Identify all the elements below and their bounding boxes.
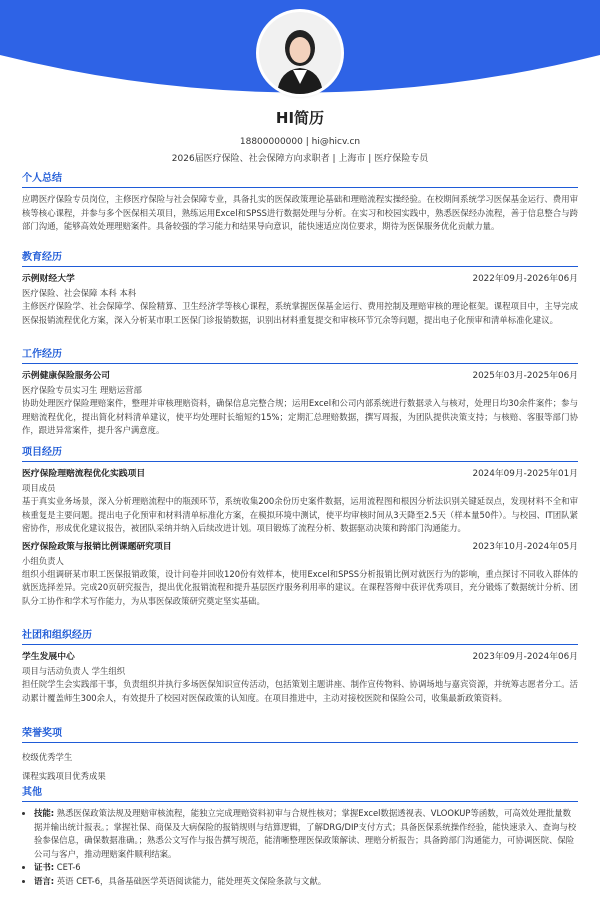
skills-item	[34, 807, 578, 861]
section-heading: 其他	[22, 786, 578, 802]
entry-description: 基于真实业务场景，深入分析理赔流程中的瓶颈环节，系统收集200余份历史案件数据，运用流程图和根因分析法识别关键延误点，发现材料不全和审核重复是主要问题。提出电子化预审和材料清单标准化方案，在模拟环境中测试，使平均审核时间从3天降至2.5天（样本量50件）。与校园、IT团队紧密协作，形成优化建议报告，被团队采纳并纳入后续改进计划。项目锻炼了流程分析、数据驱动决策和跨部门沟通能力。	[22, 496, 578, 534]
entry-description: 组织小组调研某市职工医保报销政策，设计问卷并回收120份有效样本，使用Excel和SPSS分析报销比例对就医行为的影响，重点探讨不同收入群体的就医选择差异。完成20页研究报告，提出优化报销流程和提升基层医疗服务利用率的建议。在课程答辩中获评优秀项目，充分锻炼了数据统计分析、团队分工协作和学术写作能力，为从事医保政策研究奠定坚实基础。	[22, 568, 578, 606]
section-heading: 教育经历	[22, 251, 578, 267]
entry-subtitle: 小组负责人	[22, 555, 64, 566]
summary-text: 应聘医疗保险专员岗位，主修医疗保险与社会保障专业，具备扎实的医保政策理论基础和理赔流程实操经验。在校期间系统学习医保基金运行、费用审核等核心课程，并参与多个医保相关项目，熟练运用Excel和SPSS进行数据处理与分析。在实习和校园实践中，熟悉医保经办流程，善于信息整合与跨部门沟通，能够高效处理理赔案件。具备较强的学习能力和结果导向意识，能快速适应岗位要求，期待为医保服务优化贡献力量。	[22, 194, 578, 232]
entry-date: 2022年09月-2026年06月	[472, 274, 578, 284]
entry-date: 2024年09月-2025年01月	[472, 469, 578, 479]
education-item	[22, 272, 578, 327]
entry-date: 2023年10月-2024年05月	[472, 541, 578, 552]
entry-subtitle: 医疗保险、社会保障 本科 本科	[22, 288, 137, 298]
item-label: 技能:	[34, 808, 55, 818]
entry-subtitle: 项目成员	[22, 483, 56, 493]
section-heading: 工作经历	[22, 348, 578, 364]
project-item	[22, 540, 578, 609]
section-awards	[22, 727, 578, 786]
entry-title: 学生发展中心	[22, 652, 75, 662]
section-education	[22, 251, 578, 331]
contact-info: 18800000000 | hi@hicv.cn	[239, 137, 361, 147]
section-summary	[22, 172, 578, 234]
campus-item	[22, 650, 578, 705]
section-campus	[22, 629, 578, 709]
entry-description: 主修医疗保险学、社会保障学、保险精算、卫生经济学等核心课程，系统掌握医保基金运行、费用控制及理赔审核的理论框架。课程项目中，主导完成医保报销流程优化方案，深入分析某市职工医保门诊报销数据，识别出材料重复提交和审核环节冗余等问题，提出电子化预审和清单标准化建议。	[22, 301, 578, 325]
section-other	[22, 786, 578, 889]
entry-date: 2025年03月-2025年06月	[472, 371, 578, 381]
project-item	[22, 467, 578, 536]
work-item	[22, 369, 578, 438]
section-heading: 荣誉奖项	[22, 727, 578, 743]
entry-title: 医疗保险理赔流程优化实践项目	[22, 469, 146, 479]
section-projects	[22, 446, 578, 613]
job-intention: 2026届医疗保险、社会保障方向求职者 | 上海市 | 医疗保险专员	[171, 154, 429, 164]
award-item: 校级优秀学生	[22, 752, 73, 762]
section-heading: 个人总结	[22, 172, 578, 188]
entry-date: 2023年09月-2024年06月	[472, 652, 578, 662]
item-label: 语言:	[34, 875, 55, 886]
award-item: 课程实践项目优秀成果	[22, 771, 106, 781]
entry-title: 医疗保险政策与报销比例课题研究项目	[22, 541, 172, 552]
entry-subtitle: 医疗保险专员实习生 理赔运营部	[22, 385, 142, 395]
section-heading: 社团和组织经历	[22, 629, 578, 645]
item-label: 证书:	[34, 862, 55, 873]
section-heading: 项目经历	[22, 446, 578, 462]
resume-title: HI简历	[275, 109, 325, 127]
item-text: CET-6	[56, 862, 81, 873]
entry-title: 示例财经大学	[22, 274, 75, 284]
avatar	[259, 12, 341, 94]
entry-description: 协助处理医疗保险理赔案件，整理并审核理赔资料，确保信息完整合规；运用Excel和公司内部系统进行数据录入与核对，处理日均30余件案件；参与理赔流程优化，提出简化材料清单建议，使平均处理时长缩短约15%；定期汇总理赔数据，撰写周报，为团队提供决策支持；与核赔、客服等部门协作，跟进异常案件，提升客户满意度。	[22, 398, 578, 436]
section-work	[22, 348, 578, 442]
entry-subtitle: 项目与活动负责人 学生组织	[22, 666, 126, 676]
entry-description: 担任院学生会实践部干事，负责组织并执行多场医保知识宣传活动，包括策划主题讲座、制作宣传物料、协调场地与嘉宾资源，并统筹志愿者分工。活动累计覆盖师生300余人，有效提升了校园对医保政策的认知度。在项目推进中，主动对接校医院和保险公司，收集最新政策资料。	[22, 679, 578, 703]
item-text: 熟悉医保政策法规及理赔审核流程，能独立完成理赔资料初审与合规性核对；掌握Excel数据透视表、VLOOKUP等函数，可高效处理批量数据并输出统计报表。；掌握社保、商保及大病保险的报销规则与结算逻辑，了解DRG/DIP支付方式；具备医保系统操作经验，能快速录入、查询与校验参保信息，确保数据准确。；熟悉公文写作与报告撰写规范，能清晰整理医保政策解读、理赔分析报告；具备跨部门沟通能力，可协调医院、保险公司与客户，推动理赔案件顺利结案。	[34, 808, 577, 859]
language-item	[34, 875, 578, 889]
certificate-item	[34, 861, 578, 875]
entry-title: 示例健康保险服务公司	[22, 371, 110, 381]
item-text: 英语 CET-6，具备基础医学英语阅读能力，能处理英文保险条款与文献。	[56, 875, 327, 886]
